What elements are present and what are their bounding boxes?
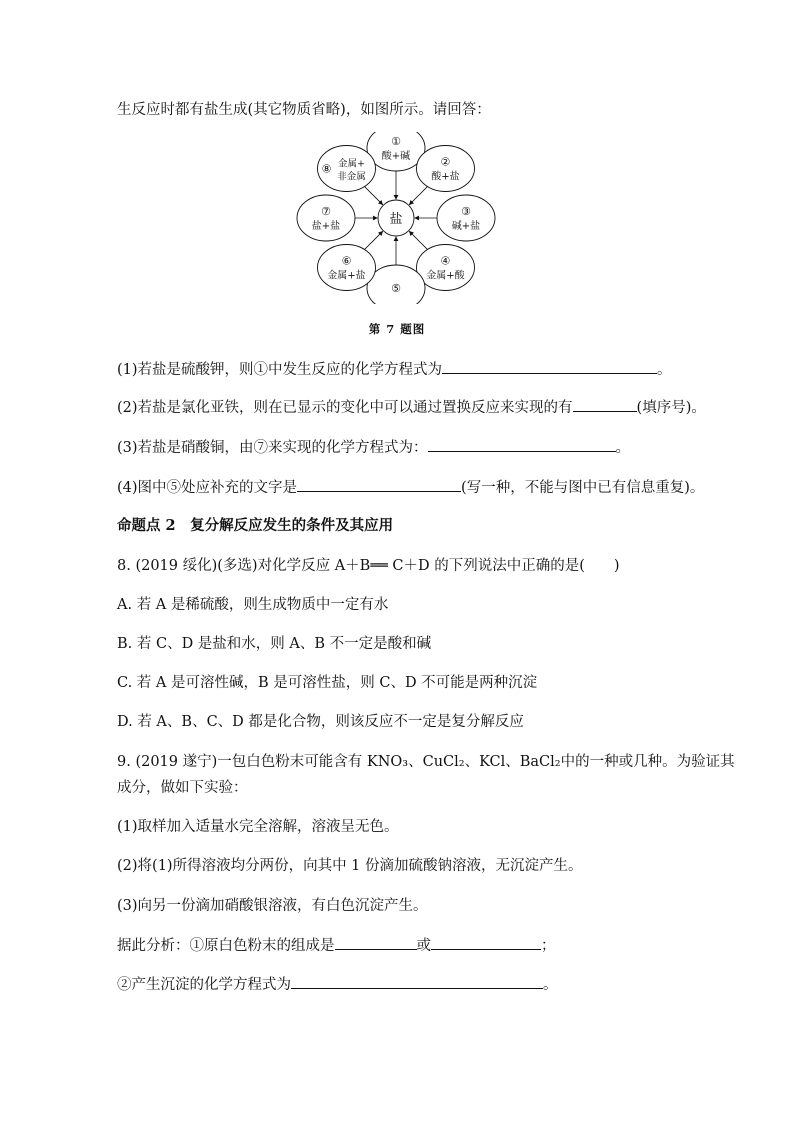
- q8-option-c: C. 若 A 是可溶性碱，B 是可溶性盐，则 C、D 不可能是两种沉淀: [117, 675, 538, 691]
- diagram-caption: 第 7 题图: [368, 322, 426, 336]
- q9-answer1: 据此分析：①原白色粉末的组成是 或 ；: [117, 935, 556, 956]
- petal-number: ⑤: [391, 282, 401, 295]
- q9-stem-line1: 9. (2019 遂宁)一包白色粉末可能含有 KNO₃、CuCl₂、KCl、BaCl₂中的一种或几种。为验证其: [117, 754, 735, 770]
- q8-option-a: A. 若 A 是稀硫酸，则生成物质中一定有水: [117, 597, 389, 613]
- petal-label: 酸+盐: [431, 171, 460, 183]
- q9-step1: (1)取样加入适量水完全溶解，溶液呈无色。: [117, 819, 399, 835]
- q8-stem: 8. (2019 绥化)(多选)对化学反应 A＋B══ C＋D 的下列说法中正确的是( ): [117, 558, 620, 574]
- q9-step3: (3)向另一份滴加硝酸银溶液，有白色沉淀产生。: [117, 898, 428, 914]
- circled-number: ⑦: [253, 440, 269, 456]
- petal-5: [367, 265, 425, 304]
- q7-part1: (1)若盐是硫酸钾，则①中发生反应的化学方程式为 。: [117, 359, 672, 380]
- petal-label: 金属+: [338, 158, 365, 170]
- intro-text: 生反应时都有盐生成(其它物质省略)，如图所示。请回答：: [117, 102, 491, 118]
- petal-number: ⑥: [341, 254, 352, 268]
- petal-label: 碱+盐: [451, 221, 481, 232]
- arrow-to-center: [362, 184, 383, 205]
- q9-stem-line2: 成分，做如下实验：: [117, 780, 248, 796]
- petal-1: [367, 132, 425, 171]
- petal-3: [437, 195, 495, 241]
- petal-number: ⑦: [321, 205, 331, 218]
- section-heading: 命题点 2 复分解反应发生的条件及其应用: [117, 517, 394, 534]
- center-label: 盐: [389, 212, 403, 227]
- circled-number: ①: [189, 938, 204, 954]
- answer-blank[interactable]: [291, 974, 543, 989]
- petal-number: ⑧: [321, 162, 332, 176]
- petal-6: [318, 244, 376, 290]
- petal-label: 金属+酸: [426, 270, 465, 282]
- q8-option-b: B. 若 C、D 是盐和水，则 A、B 不一定是酸和碱: [117, 636, 432, 652]
- petal-number: ③: [461, 205, 471, 218]
- petal-2: [416, 146, 474, 192]
- petal-number: ②: [440, 155, 451, 169]
- salt-formation-diagram: [290, 132, 500, 304]
- q7-part2: (2)若盐是氯化亚铁，则在已显示的变化中可以通过置换反应来实现的有 (填序号)。: [117, 397, 706, 418]
- petal-ellipse: [437, 195, 495, 241]
- answer-blank[interactable]: [442, 359, 657, 374]
- q9-step2: (2)将(1)所得溶液均分两份，向其中 1 份滴加硫酸钠溶液，无沉淀产生。: [117, 858, 583, 874]
- answer-blank[interactable]: [297, 477, 461, 492]
- petal-number: ④: [440, 254, 451, 268]
- q8-option-d: D. 若 A、B、C、D 都是化合物，则该反应不一定是复分解反应: [117, 714, 524, 730]
- circled-number: ①: [253, 362, 269, 378]
- q7-part3: (3)若盐是硝酸铜，由⑦来实现的化学方程式为： 。: [117, 437, 630, 458]
- petal-7: [297, 195, 355, 241]
- q7-part4: (4)图中⑤处应补充的文字是 (写一种，不能与图中已有信息重复)。: [117, 477, 704, 498]
- petal-number: ①: [391, 135, 401, 148]
- petal-ellipse: [297, 195, 355, 241]
- petal-label: 非金属: [337, 171, 366, 183]
- answer-blank[interactable]: [573, 397, 637, 412]
- circled-number: ⑤: [166, 480, 182, 496]
- petal-label: 酸+碱: [381, 151, 411, 162]
- petal-label: 金属+盐: [327, 270, 366, 282]
- petal-4: [416, 244, 474, 290]
- arrow-to-center: [362, 231, 383, 252]
- petal-8: [318, 146, 376, 192]
- q9-answer2: ②产生沉淀的化学方程式为 。: [117, 974, 558, 995]
- answer-blank[interactable]: [431, 935, 541, 950]
- answer-blank[interactable]: [428, 437, 616, 452]
- arrow-to-center: [409, 184, 430, 205]
- petal-label: 盐+盐: [311, 221, 341, 232]
- circled-number: ②: [117, 977, 132, 993]
- arrow-to-center: [409, 231, 430, 252]
- answer-blank[interactable]: [335, 935, 417, 950]
